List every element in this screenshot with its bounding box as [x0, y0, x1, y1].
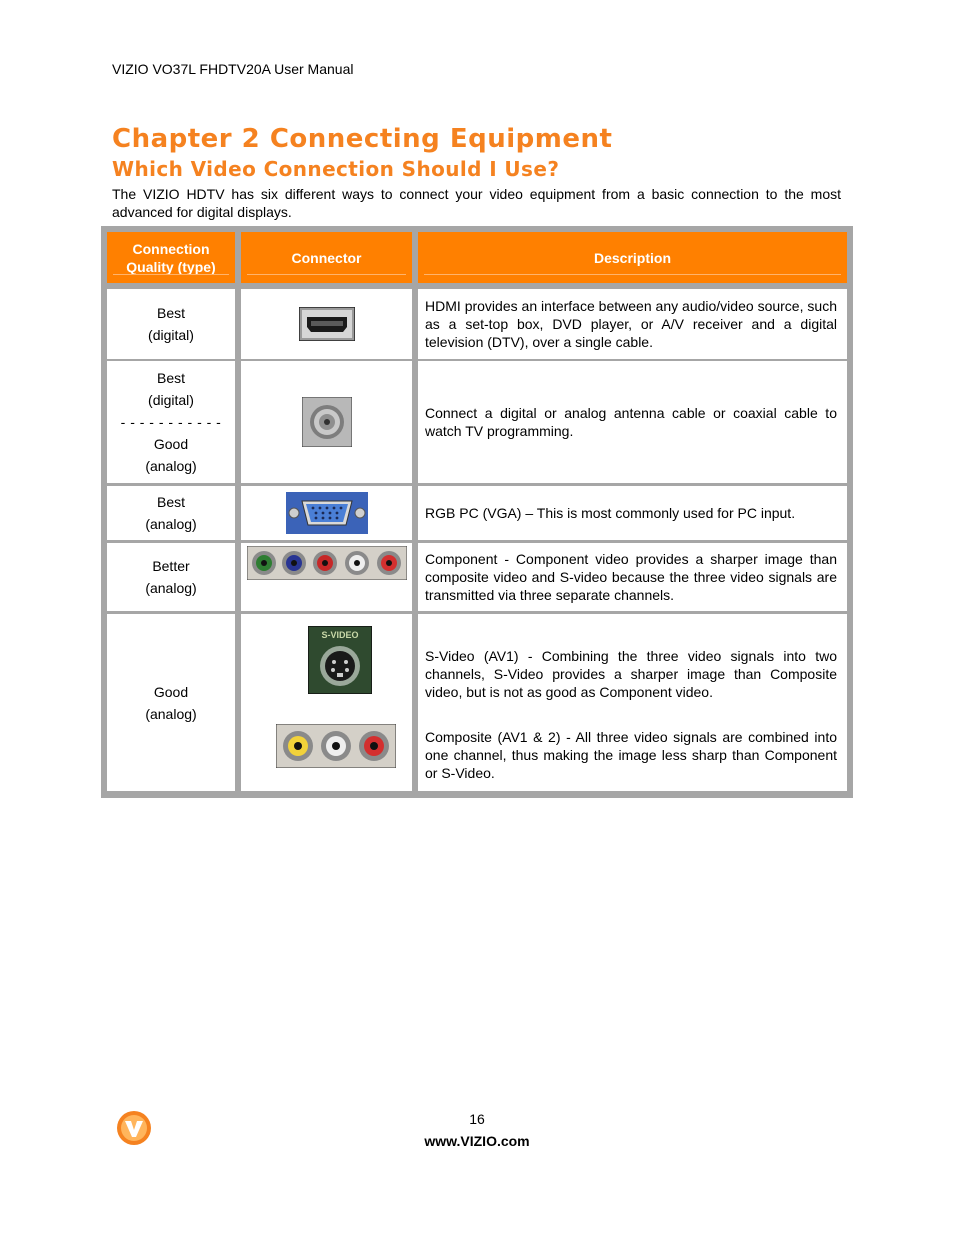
- table-row-5-description: [418, 614, 847, 791]
- chapter-title: Chapter 2 Connecting Equipment: [112, 124, 613, 154]
- page-number: 16: [469, 1111, 485, 1127]
- table-row-5-connector: [241, 614, 412, 791]
- description-text: Connect a digital or analog antenna cable or coaxial cable to watch TV programming.: [425, 405, 837, 439]
- quality-type: (digital): [148, 327, 194, 343]
- table-row-1-description: [418, 289, 847, 359]
- header-quality: [107, 232, 235, 283]
- description-composite: Composite (AV1 & 2) - All three video signals are combined into one channel, thus making the image less sharp than Component or S-Video.: [425, 729, 837, 781]
- connection-table: [101, 226, 853, 798]
- table-row-3-connector: [241, 486, 412, 540]
- description-text: Component - Component video provides a sharper image than composite video and S-video because the three video signals are transmitted via three separate channels.: [425, 551, 837, 603]
- header-quality-line1: Connection: [132, 240, 210, 257]
- quality-text: Better: [152, 558, 190, 574]
- coaxial-port-icon: [302, 397, 352, 447]
- quality-type: (analog): [145, 516, 197, 532]
- quality-text: Best: [156, 370, 185, 386]
- intro-paragraph: The VIZIO HDTV has six different ways to connect your video equipment from a basic connection to the most advanced for digital displays.: [112, 186, 841, 220]
- quality-text: Best: [156, 494, 185, 510]
- table-row-3-quality: [107, 486, 235, 540]
- table-row-4-description: [418, 543, 847, 611]
- header-description: [418, 232, 847, 283]
- table-row-5-quality: [107, 614, 235, 791]
- header-connector: [241, 232, 412, 283]
- svideo-label: S-VIDEO: [321, 630, 359, 640]
- quality-type: (digital): [148, 392, 194, 408]
- description-svideo: S-Video (AV1) - Combining the three video signals into two channels, S-Video provides a sharper image than Composite video, but is not as good as Component video.: [425, 648, 837, 700]
- composite-jacks-icon: [276, 724, 396, 768]
- table-row-3-description: [418, 486, 847, 540]
- header-description-label: Description: [593, 249, 671, 266]
- quality-type: (analog): [145, 458, 197, 474]
- quality-text: Good: [153, 683, 189, 700]
- table-row-1-connector: [241, 289, 412, 359]
- description-text: HDMI provides an interface between any audio/video source, such as a set-top box, DVD player, or A/V receiver and a digital television (DTV), over a single cable.: [425, 298, 837, 350]
- hdmi-port-icon: [299, 307, 355, 341]
- section-title: Which Video Connection Should I Use?: [112, 157, 560, 181]
- quality-type: (analog): [145, 705, 197, 722]
- component-jacks-icon: [247, 546, 407, 580]
- svideo-port-icon: [308, 626, 372, 694]
- quality-text: Good: [153, 436, 189, 452]
- quality-separator: - - - - - - - - - - -: [120, 414, 222, 430]
- header-connector-label: Connector: [291, 249, 362, 266]
- description-text: RGB PC (VGA) – This is most commonly used for PC input.: [425, 505, 796, 521]
- table-row-4-quality: [107, 543, 235, 611]
- manual-title: VIZIO VO37L FHDTV20A User Manual: [112, 61, 354, 77]
- table-row-2-connector: [241, 361, 412, 483]
- quality-type: (analog): [145, 580, 197, 596]
- footer-url: www.VIZIO.com: [424, 1133, 530, 1149]
- table-row-1-quality: [107, 289, 235, 359]
- vga-port-icon: [286, 492, 368, 534]
- table-row-2-description: [418, 361, 847, 483]
- header-quality-line2: Quality (type): [126, 258, 216, 275]
- quality-text: Best: [156, 305, 185, 321]
- table-row-4-connector: [241, 543, 412, 611]
- table-row-2-quality: [107, 361, 235, 483]
